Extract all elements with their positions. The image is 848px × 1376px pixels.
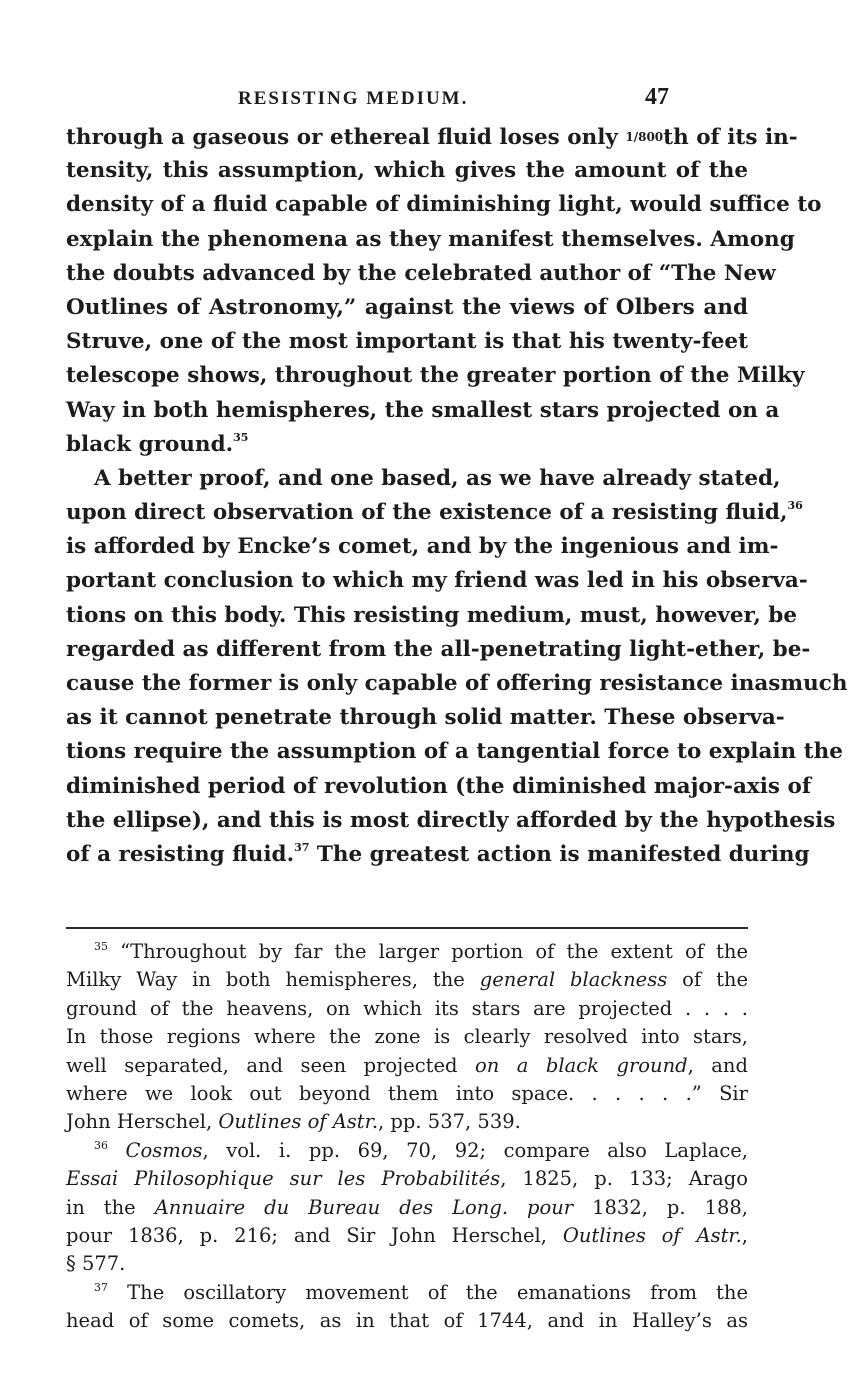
text-line: regarded as different from the all-penetrating light-ether, be-: [66, 636, 811, 662]
text-line: black ground.$^{35}$: [66, 430, 249, 457]
text-line: explain the phenomena as they manifest themselves. Among: [66, 226, 795, 252]
footnote-ref[interactable]: 37: [294, 840, 310, 854]
footnote-line: John Herschel, Outlines of Astr., pp. 537, 539.: [66, 1110, 521, 1134]
running-title: RESISTING MEDIUM.: [238, 88, 469, 109]
text-line: tensity, this assumption, which gives the amount of the: [66, 158, 748, 184]
fraction: 1/800: [625, 130, 664, 144]
footnote-line: Essai Philosophique sur les Probabilités, 1825, p. 133; Arago: [66, 1167, 748, 1191]
page-number: 47: [645, 84, 669, 110]
footnote-line: § 577.: [66, 1252, 126, 1276]
footnote-ref[interactable]: 35: [233, 430, 249, 444]
footnote-36: $^{36}$ Cosmos, vol. i. pp. 69, 70, 92; compare also Laplace,: [94, 1138, 748, 1162]
text-line: of a resisting fluid.$^{37}$ The greatest action is manifested during: [66, 840, 810, 867]
footnote-line: In those regions where the zone is clearly resolved into stars,: [66, 1025, 748, 1049]
footnote-line: ground of the heavens, on which its stars are projected . . . .: [66, 996, 748, 1020]
text-line: through a gaseous or ethereal fluid loses only 1/800th of its in-: [66, 125, 798, 150]
text-line: Way in both hemispheres, the smallest stars projected on a: [66, 397, 780, 423]
footnote-ref[interactable]: 36: [787, 499, 803, 513]
text-line: is afforded by Encke’s comet, and by the ingenious and im-: [66, 534, 779, 560]
footnote-line: pour 1836, p. 216; and Sir John Herschel, Outlines of Astr.,: [66, 1223, 748, 1247]
footnote-line: head of some comets, as in that of 1744, and in Halley’s as: [66, 1309, 748, 1333]
footnote-line: Milky Way in both hemispheres, the general blackness of the: [66, 968, 748, 992]
text-line: density of a fluid capable of diminishing light, would suffice to: [66, 192, 822, 218]
text-line: portant conclusion to which my friend was led in his observa-: [66, 568, 808, 594]
text-line: upon direct observation of the existence of a resisting fluid,$^{36}$: [66, 499, 803, 526]
footnote-line: where we look out beyond them into space. . . . . .” Sir: [66, 1081, 748, 1105]
footnote-line: well separated, and seen projected on a black ground, and: [66, 1053, 748, 1077]
text-line: diminished period of revolution (the diminished major-axis of: [66, 773, 812, 799]
footnote-divider: [66, 927, 748, 929]
footnote-35: $^{35}$ “Throughout by far the larger portion of the extent of the: [94, 940, 748, 963]
footnote-37: $^{37}$ The oscillatory movement of the emanations from the: [94, 1280, 748, 1304]
main-text: [66, 120, 848, 872]
footnote-number: 37: [94, 1280, 108, 1294]
text-line: Outlines of Astronomy,” against the views of Olbers and: [66, 294, 748, 320]
text-line: tions on this body. This resisting medium, must, however, be: [66, 602, 797, 628]
text-line: as it cannot penetrate through solid matter. These observa-: [66, 705, 785, 731]
footnotes: [66, 938, 748, 1335]
text-line: tions require the assumption of a tangential force to explain the: [66, 739, 843, 765]
footnote-number: 35: [94, 940, 108, 953]
text-line: Struve, one of the most important is that his twenty-feet: [66, 329, 748, 355]
text-line: the doubts advanced by the celebrated author of “The New: [66, 260, 776, 286]
text-line: telescope shows, throughout the greater portion of the Milky: [66, 363, 805, 389]
text-line: cause the former is only capable of offering resistance inasmuch: [66, 671, 848, 696]
text-line: the ellipse), and this is most directly afforded by the hypothesis: [66, 807, 836, 833]
footnote-number: 36: [94, 1138, 108, 1152]
footnote-line: in the Annuaire du Bureau des Long. pour 1832, p. 188,: [66, 1195, 748, 1219]
text-line: A better proof, and one based, as we have already stated,: [94, 465, 781, 491]
page-header: [0, 84, 800, 114]
